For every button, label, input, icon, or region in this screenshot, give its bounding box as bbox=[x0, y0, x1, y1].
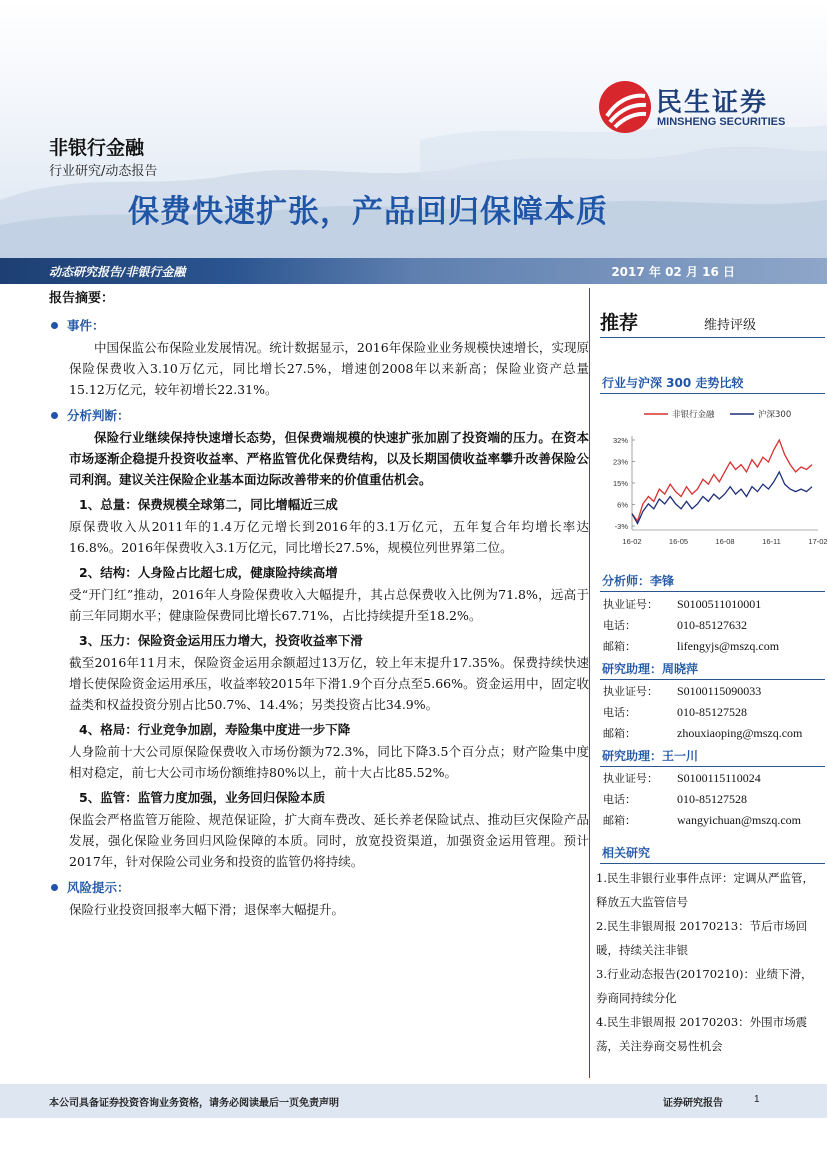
analysis-heading: 分析判断： bbox=[49, 405, 589, 427]
event-heading: 事件： bbox=[49, 315, 589, 337]
point-2-text: 受“开门红”推动，2016年人身险保费收入大幅提升，其占总保费收入比例为71.8%，远高于前三年同期水平；健康险保费同比增长67.71%，占比持续提升至18.2%。 bbox=[69, 587, 589, 623]
assistant-2-title: 研究助理：王一川 bbox=[600, 745, 825, 767]
legend-label-1: 沪深300 bbox=[758, 410, 792, 420]
bullet-icon bbox=[51, 412, 58, 419]
assistant-1-contact: 执业证号： S0100115090033 电话： 010-85127528 邮箱： zhouxiaoping@mszq.com bbox=[603, 684, 803, 740]
risk-heading: 风险提示： bbox=[49, 877, 589, 899]
related-item[interactable]: 2.民生非银周报 20170213：节后市场回暖，持续关注非银 bbox=[596, 919, 808, 957]
legend-label-0: 非银行金融 bbox=[672, 410, 715, 420]
risk-text: 保险行业投资回报率大幅下滑；退保率大幅提升。 bbox=[69, 902, 345, 917]
related-title: 相关研究 bbox=[600, 842, 825, 864]
x-tick-label: 17-02 bbox=[808, 537, 828, 546]
rating-block bbox=[600, 308, 825, 338]
y-tick-label: 32% bbox=[612, 436, 628, 445]
point-4-title: 4、格局：行业竞争加剧，寿险集中度进一步下降 bbox=[79, 722, 351, 737]
chart-section-title: 行业与沪深 300 走势比较 bbox=[600, 372, 825, 394]
analyst-title: 分析师：李锋 bbox=[600, 570, 825, 592]
bullet-icon bbox=[51, 884, 58, 891]
brand-name-en: MINSHENG SECURITIES bbox=[657, 116, 786, 128]
report-date: 2017 年 02 月 16 日 bbox=[611, 265, 735, 279]
bullet-icon bbox=[51, 322, 58, 329]
related-item[interactable]: 4.民生非银周报 20170203：外围市场震荡，关注券商交易性机会 bbox=[596, 1015, 808, 1053]
event-text: 中国保监公布保险业发展情况。统计数据显示，2016年保险业业务规模快速增长，实现原保险保费收入3.10万亿元，同比增长27.5%，增速创2008年以来新高；保险业资产总量15.12万亿元，较年初增长22.31%。 bbox=[69, 340, 589, 397]
assistant-2-contact: 执业证号： S0100115110024 电话： 010-85127528 邮箱： wangyichuan@mszq.com bbox=[603, 771, 802, 827]
point-1-text: 原保费收入从2011年的1.4万亿元增长到2016年的3.1万亿元，五年复合年均增长率达16.8%。2016年保费收入3.1万亿元，同比增长27.5%，规模位列世界第二位。 bbox=[69, 519, 589, 555]
point-2-title: 2、结构：人身险占比超七成，健康险持续高增 bbox=[79, 565, 338, 580]
point-5-title: 5、监管：监管力度加强，业务回归保险本质 bbox=[79, 790, 326, 805]
point-1-title: 1、总量：保费规模全球第二，同比增幅近三成 bbox=[79, 497, 338, 512]
series-line-1 bbox=[632, 472, 812, 524]
brand-name-cn: 民生证券 bbox=[656, 88, 769, 118]
report-type: 行业研究/动态报告 bbox=[49, 164, 158, 179]
brand-logo bbox=[598, 80, 798, 134]
column-divider bbox=[589, 288, 590, 1078]
point-3-text: 截至2016年11月末，保险资金运用余额超过13万亿，较上年末提升17.35%。保费持续快速增长使保险资金运用承压，收益率较2015年下滑1.9个百分点至5.66%。资金运用中，固定收益类和权益投资分别占比50.7%、14.4%；另类投资占比34.9%。 bbox=[69, 655, 589, 712]
band-category: 动态研究报告/非银行金融 bbox=[49, 265, 186, 279]
y-tick-label: -3% bbox=[614, 522, 628, 531]
abstract-column bbox=[49, 288, 589, 920]
series-line-0 bbox=[632, 440, 812, 521]
point-4-text: 人身险前十大公司原保险保费收入市场份额为72.3%，同比下降3.5个百分点；财产险集中度相对稳定，前七大公司市场份额维持80%以上，前十大占比85.52%。 bbox=[69, 744, 589, 780]
y-tick-label: 23% bbox=[612, 457, 628, 467]
x-tick-label: 16-11 bbox=[762, 537, 781, 546]
y-tick-label: 15% bbox=[612, 479, 628, 488]
x-tick-label: 16-05 bbox=[668, 537, 689, 546]
point-5-text: 保监会严格监管万能险、规范保证险，扩大商车费改、延长养老保险试点、推动巨灾保险产品发展，强化保险业务回归风险保障的本质。同时，放宽投资渠道，加强资金运用管理。预计2017年，针对保险公司业务和投资的监管仍将持续。 bbox=[69, 812, 589, 869]
point-3-title: 3、压力：保险资金运用压力增大，投资收益率下滑 bbox=[79, 633, 363, 648]
sector-label: 非银行金融 bbox=[49, 137, 145, 159]
performance-chart bbox=[600, 402, 828, 557]
rating-recommend: 推荐 bbox=[600, 312, 639, 334]
analysis-lead: 保险行业继续保持快速增长态势，但保费端规模的快速扩张加剧了投资端的压力。在资本市场逐渐企稳提升投资收益率、严格监管优化保费结构，以及长期国债收益率攀升改善保险公司利润。建议关注保险企业基本面边际改善带来的价值重估机会。 bbox=[69, 430, 589, 487]
related-item[interactable]: 3.行业动态报告(20170210)：业绩下滑，券商同持续分化 bbox=[596, 967, 813, 1005]
analyst-contact: 执业证号： S0100511010001 电话： 010-85127632 邮箱： lifengyjs@mszq.com bbox=[603, 597, 780, 653]
rating-maintain: 维持评级 bbox=[704, 318, 757, 333]
footer-disclaimer: 本公司具备证券投资咨询业务资格，请务必阅读最后一页免责声明 bbox=[49, 1098, 339, 1109]
page-title: 保费快速扩张，产品回归保障本质 bbox=[128, 194, 608, 230]
footer-label: 证券研究报告 bbox=[663, 1098, 723, 1109]
abstract-label: 报告摘要： bbox=[49, 291, 115, 306]
related-list bbox=[596, 866, 823, 1058]
assistant-1-title: 研究助理：周晓萍 bbox=[600, 658, 825, 680]
footer bbox=[0, 1084, 827, 1118]
minsheng-logo-icon bbox=[598, 80, 652, 134]
related-item[interactable]: 1.民生非银行业事件点评：定调从严监管，释放五大监管信号 bbox=[596, 871, 814, 909]
x-tick-label: 16-08 bbox=[715, 537, 735, 546]
y-tick-label: 6% bbox=[617, 500, 628, 510]
report-band bbox=[0, 258, 827, 284]
page-number: 1 bbox=[754, 1094, 760, 1105]
x-tick-label: 16-02 bbox=[622, 537, 642, 546]
